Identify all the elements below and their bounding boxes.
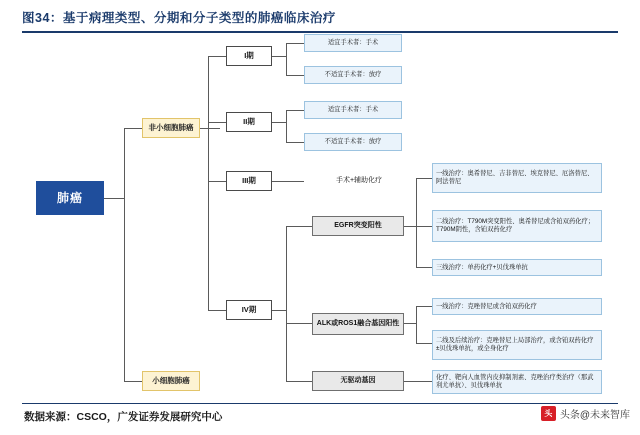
connector <box>104 198 124 199</box>
connector <box>208 56 226 57</box>
connector <box>286 43 287 75</box>
connector <box>404 323 416 324</box>
connector <box>416 178 432 179</box>
figure-title <box>22 8 618 30</box>
connector <box>286 75 304 76</box>
connector <box>272 122 286 123</box>
node-stage-iv[interactable]: IV期 <box>226 300 272 320</box>
connector <box>404 381 432 382</box>
watermark <box>541 406 630 421</box>
connector <box>208 310 226 311</box>
source-note: 数据来源：CSCO，广发证券发展研究中心 <box>24 411 223 423</box>
node-stage2-radiotherapy[interactable]: 不适宜手术者：放疗 <box>304 133 402 151</box>
connector <box>272 310 286 311</box>
connector <box>404 226 416 227</box>
connector <box>200 128 220 129</box>
connector <box>124 381 142 382</box>
connector <box>124 128 125 381</box>
connector <box>208 122 226 123</box>
connector <box>286 110 287 142</box>
node-egfr-second-line[interactable]: 二线治疗：T790M突变阳性、奥希替尼或含铂双药化疗；T790M阴性，含铂双药化疗 <box>432 210 602 242</box>
node-stage1-radiotherapy[interactable]: 不适宜手术者：放疗 <box>304 66 402 84</box>
connector <box>416 343 432 344</box>
node-sclc[interactable]: 小细胞肺癌 <box>142 371 200 391</box>
node-stage3-treatment[interactable]: 手术+辅助化疗 <box>335 176 383 184</box>
node-nsclc[interactable]: 非小细胞肺癌 <box>142 118 200 138</box>
node-stage-ii[interactable]: II期 <box>226 112 272 132</box>
connector <box>208 56 209 310</box>
figure-title-text: 图34：基于病理类型、分期和分子类型的肺癌临床治疗 <box>22 11 336 25</box>
node-egfr-mutation-positive[interactable]: EGFR突变阳性 <box>312 216 404 236</box>
connector <box>286 142 304 143</box>
watermark-text: 头条@未来智库 <box>559 410 630 421</box>
watermark-badge-icon: 头 <box>541 406 556 421</box>
connector <box>124 128 142 129</box>
node-alk-second-line[interactable]: 二线及后续治疗：克唑替尼上局部治疗，或含铂双药化疗±贝伐珠单抗，或全身化疗 <box>432 330 602 360</box>
connector <box>286 226 312 227</box>
node-stage1-surgery[interactable]: 适宜手术者：手术 <box>304 34 402 52</box>
node-no-driver-gene[interactable]: 无驱动基因 <box>312 371 404 391</box>
node-stage2-surgery[interactable]: 适宜手术者：手术 <box>304 101 402 119</box>
connector <box>286 381 312 382</box>
connector <box>286 323 312 324</box>
connector <box>416 178 417 267</box>
connector <box>286 43 304 44</box>
node-egfr-third-line[interactable]: 三线治疗：单药化疗+贝伐珠单抗 <box>432 259 602 276</box>
footer-divider <box>22 403 618 404</box>
connector <box>416 267 432 268</box>
connector <box>272 181 304 182</box>
title-divider <box>22 31 618 33</box>
node-alk-first-line[interactable]: 一线治疗：克唑替尼或含铂双药化疗 <box>432 298 602 315</box>
node-no-driver-treatment[interactable]: 化疗、靶向人血管内皮抑制剂素、克唑治疗类治疗（那武利尤单抗）、贝伐珠单抗 <box>432 370 602 394</box>
connector <box>286 226 287 381</box>
connector <box>272 56 286 57</box>
connector <box>286 110 304 111</box>
node-alk-ros1-fusion-positive[interactable]: ALK或ROS1融合基因阳性 <box>312 313 404 335</box>
node-root-lung-cancer[interactable]: 肺癌 <box>36 181 104 215</box>
connector <box>416 226 432 227</box>
node-stage-iii[interactable]: III期 <box>226 171 272 191</box>
connector <box>208 181 226 182</box>
node-stage-i[interactable]: I期 <box>226 46 272 66</box>
connector <box>416 306 417 343</box>
node-egfr-first-line[interactable]: 一线治疗：奥希替尼、吉非替尼、埃克替尼、厄洛替尼、阿法替尼 <box>432 163 602 193</box>
connector <box>416 306 432 307</box>
